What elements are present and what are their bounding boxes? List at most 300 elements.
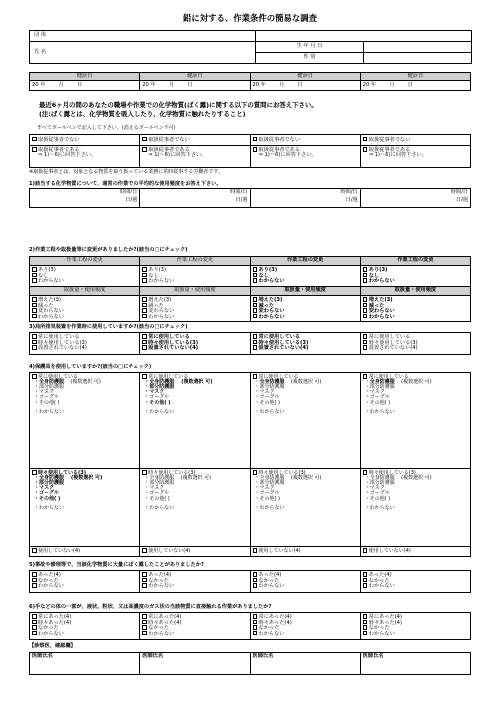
checkbox[interactable]: [142, 614, 147, 619]
option-line: わからない: [253, 631, 358, 637]
process-change-options[interactable]: [250, 266, 360, 287]
option-line: ・わからない: [34, 409, 65, 416]
option-line: 設置されていない(4): [32, 345, 137, 351]
option-line: ・全身防護服 (複数選択 可): [254, 378, 322, 385]
quantity-header: 取扱量・使用頻度: [250, 287, 360, 296]
page-title: 鉛に対する、作業条件の簡易な調査: [183, 13, 317, 23]
checkbox[interactable]: [253, 297, 258, 302]
option-line: 常に使用している: [32, 374, 137, 380]
contact-options[interactable]: [140, 613, 250, 640]
process-change-options[interactable]: [30, 266, 140, 287]
checkbox[interactable]: [32, 278, 37, 283]
checkbox[interactable]: [142, 334, 147, 339]
checkbox[interactable]: [32, 147, 37, 152]
option-line: ・部分防護服: [364, 479, 395, 486]
option-line: ・部分防護服: [364, 383, 395, 390]
option-line: 常にあった(4): [142, 614, 247, 620]
option-line: 増えた(3): [253, 297, 358, 303]
quantity-options[interactable]: [250, 296, 360, 322]
not-engaged-option[interactable]: 取扱従事者でない: [360, 135, 470, 146]
option-line: わからない: [142, 631, 247, 637]
checkbox[interactable]: [32, 625, 37, 630]
q1-title: 1)該当する化学物質について、通常の作業での平均的な使用頻度をお答え下さい。: [29, 181, 222, 187]
option-line: ⇒ 1)〜6)に回答下さい。: [368, 151, 427, 158]
option-line: ・マスク: [364, 389, 385, 396]
checkbox[interactable]: [253, 572, 258, 577]
engaged-option[interactable]: [30, 146, 140, 168]
checkbox[interactable]: [363, 278, 368, 283]
option-line: 時々あった(4): [363, 620, 468, 626]
option-line: 設置されていない(4): [253, 345, 358, 351]
accident-options[interactable]: [250, 571, 360, 593]
option-line: なかった: [142, 625, 247, 631]
option-line: なし: [253, 273, 358, 279]
checkbox[interactable]: [142, 303, 147, 308]
option-line: 減った: [363, 303, 468, 309]
checkbox[interactable]: [363, 620, 368, 625]
intro: [39, 101, 479, 118]
checkbox[interactable]: [363, 273, 368, 278]
q3-title: 3)局所排気装置を作業時に使用していますか?(該当の□にチェック): [29, 324, 188, 330]
dob-label: 生 年 月 日: [256, 42, 364, 53]
checkbox[interactable]: [142, 147, 147, 152]
option-line: ・マスク: [254, 485, 275, 492]
option-line: なかった: [142, 578, 247, 584]
checkbox[interactable]: [142, 548, 147, 553]
checkbox[interactable]: [142, 314, 147, 319]
option-line: 時々あった(4): [32, 620, 137, 626]
option-line: 取扱従事者である: [142, 147, 247, 153]
sex-field[interactable]: [364, 53, 472, 64]
not-engaged-option[interactable]: 取扱従事者でない: [250, 135, 360, 146]
option-line: ・マスク: [254, 389, 275, 396]
checkbox[interactable]: [253, 583, 258, 588]
option-line: ・その他( ): [364, 495, 391, 502]
option-line: なし: [363, 273, 468, 279]
process-change-options[interactable]: [360, 266, 470, 287]
option-line: ・ゴーグル: [254, 394, 280, 401]
option-line: ・全身防護服 (複数選択 可): [364, 378, 432, 385]
option-line: 時々使用している(3): [363, 470, 468, 476]
option-line: あり(3): [142, 267, 247, 273]
option-line: 変わらない: [32, 308, 137, 314]
checkbox[interactable]: [253, 273, 258, 278]
option-line: ・わからない: [254, 505, 285, 512]
option-line: なかった: [32, 578, 137, 584]
checkbox[interactable]: [32, 572, 37, 577]
checkbox[interactable]: [32, 340, 37, 345]
intro-line: 最近6ヶ月の間のあなたの職場や作業での化学物質(ばく露)に関する以下の質問にお答え下さい。: [39, 101, 318, 109]
option-line: ・部分防護服: [144, 383, 175, 390]
option-line: ・その他( ): [34, 399, 60, 406]
option-line: ・その他( ): [34, 495, 61, 502]
option-line: 時々使用している(3): [142, 470, 247, 476]
option-line: わからない: [32, 583, 137, 589]
option-line: ・その他( ): [254, 399, 281, 406]
checkbox[interactable]: [32, 314, 37, 319]
option-line: 減った: [142, 303, 247, 309]
always-use-block[interactable]: [360, 373, 470, 469]
option-line: わからない: [32, 631, 137, 637]
exam-label: 健診日: [140, 73, 250, 81]
option-line: わからない: [32, 278, 137, 284]
option-line: 常に使用している: [142, 334, 247, 340]
option-line: 時間/日: [119, 189, 138, 195]
option-line: ・ゴーグル: [34, 394, 59, 401]
checkbox[interactable]: [142, 297, 147, 302]
option-line: ・部分防護服: [254, 383, 285, 390]
checkbox[interactable]: [32, 303, 37, 308]
option-line: なかった: [253, 625, 358, 631]
not-used-option[interactable]: 使用していない(4): [30, 547, 140, 557]
checkbox[interactable]: [363, 583, 368, 588]
option-line: 取扱従事者である: [363, 147, 468, 153]
option-line: あった(4): [142, 572, 247, 578]
option-line: ・その他( ): [144, 399, 171, 406]
accident-options[interactable]: [140, 571, 250, 593]
checkbox[interactable]: [32, 267, 37, 272]
q4-table: [29, 372, 471, 557]
option-line: 日/週: [345, 196, 358, 203]
contact-options[interactable]: [360, 613, 470, 640]
option-line: ・全身防護服 (複数選択 可): [144, 378, 213, 385]
option-line: なし: [142, 273, 247, 279]
q5-title: 5)事故や修理等で、当該化学物質に大量にばく露したことがありましたか?: [29, 562, 204, 568]
option-line: ・わからない: [34, 505, 65, 512]
not-used-option[interactable]: 使用していない(4): [250, 547, 360, 557]
checkbox[interactable]: [363, 578, 368, 583]
option-line: ⇒ 1)〜6)に回答下さい。: [38, 151, 97, 158]
checkbox[interactable]: [253, 614, 258, 619]
quantity-options[interactable]: [360, 296, 470, 322]
option-line: あり(3): [363, 267, 468, 273]
option-line: 時々使用している(3): [32, 470, 137, 476]
org-label: 団 体: [30, 31, 256, 42]
exhaust-options[interactable]: [360, 333, 470, 355]
option-line: ・全身防護服 (複数選択 可): [34, 378, 101, 385]
option-line: なかった: [32, 625, 137, 631]
checkbox[interactable]: [253, 147, 258, 152]
checkbox[interactable]: [363, 314, 368, 319]
checkbox[interactable]: [32, 345, 37, 350]
option-line: 変わらない: [142, 308, 247, 314]
checkbox[interactable]: [32, 583, 37, 588]
checkbox[interactable]: [32, 631, 37, 636]
option-line: 時々使用している(3): [142, 340, 247, 346]
exhaust-options[interactable]: [30, 333, 140, 355]
option-line: わからない: [142, 278, 247, 284]
option-line: ・マスク: [144, 389, 165, 396]
accident-options[interactable]: [30, 571, 140, 593]
frequency-field[interactable]: [30, 189, 140, 208]
checkbox[interactable]: [142, 267, 147, 272]
option-line: ⇒ 1)〜6)に回答下さい。: [258, 151, 317, 158]
doctor-name-field[interactable]: 医師氏名: [30, 653, 140, 675]
exam-label: 健診日: [250, 73, 360, 81]
checkbox[interactable]: [32, 334, 37, 339]
engagement: [29, 134, 471, 168]
checkbox[interactable]: [363, 548, 368, 553]
checkbox[interactable]: [142, 273, 147, 278]
option-line: 時々あった(4): [253, 620, 358, 626]
checkbox[interactable]: [142, 340, 147, 345]
checkbox[interactable]: [142, 620, 147, 625]
option-line: ・マスク: [144, 485, 165, 492]
option-line: 時々使用している(3): [363, 340, 468, 346]
checkbox[interactable]: [32, 614, 37, 619]
checkbox[interactable]: [363, 345, 368, 350]
exam-date-field[interactable]: 20 年 月 日: [30, 81, 140, 91]
checkbox[interactable]: [363, 625, 368, 630]
checkbox[interactable]: [142, 578, 147, 583]
option-line: ・ゴーグル: [144, 394, 170, 401]
checkbox[interactable]: [142, 572, 147, 577]
checkbox[interactable]: [253, 314, 258, 319]
quantity-options[interactable]: [30, 296, 140, 322]
option-line: 常に使用している: [142, 374, 247, 380]
option-line: わからない: [363, 278, 468, 284]
checkbox[interactable]: [253, 548, 258, 553]
doctor-name-field[interactable]: 医師氏名: [250, 653, 360, 675]
option-line: ・全身防護服 (複数選択 可): [364, 474, 432, 481]
option-line: わからない: [142, 583, 247, 589]
always-use-block[interactable]: [140, 373, 250, 469]
q1-table: [29, 188, 471, 208]
exam-date-field[interactable]: 20 年 月 日: [140, 81, 250, 91]
checkbox[interactable]: [142, 631, 147, 636]
q2-table: [29, 256, 471, 322]
checkbox[interactable]: [142, 583, 147, 588]
name-label: 氏 名: [30, 42, 256, 64]
always-use-block[interactable]: [30, 373, 140, 469]
checkbox[interactable]: [363, 614, 368, 619]
option-line: ・部分防護服: [34, 479, 65, 486]
engaged-option[interactable]: [140, 146, 250, 168]
checkbox[interactable]: [363, 334, 368, 339]
engaged-option[interactable]: [360, 146, 470, 168]
q6-table: [29, 612, 471, 640]
option-line: ・その他( ): [364, 399, 391, 406]
doctor-table: [29, 652, 471, 675]
option-line: わからない: [142, 314, 247, 320]
personal-info: [29, 30, 471, 64]
q6-title: 6)手などの体の一部が、液状、粉状、又は高濃度のガス状の当該物質に直接触れる作業がありましたか?: [29, 604, 272, 610]
option-line: 時間/日: [340, 189, 358, 195]
option-line: ・その他( ): [254, 495, 281, 502]
checkbox[interactable]: [253, 340, 258, 345]
quantity-header: 取扱量・使用頻度: [360, 287, 470, 296]
process-change-header: 作業工程の変更: [30, 257, 140, 266]
checkbox[interactable]: [32, 273, 37, 278]
checkbox[interactable]: [142, 345, 147, 350]
option-line: 減った: [253, 303, 358, 309]
exhaust-options[interactable]: [250, 333, 360, 355]
exam-label: 健診日: [360, 73, 470, 81]
q2-title: 2)作業工程や取扱量等に変更がありましたか?(該当の□にチェック): [29, 247, 188, 253]
checkbox[interactable]: [253, 631, 258, 636]
q3-table: [29, 332, 471, 355]
exam-date-field[interactable]: 20 年 月 日: [250, 81, 360, 91]
contact-options[interactable]: [250, 613, 360, 640]
option-line: 増えた(3): [363, 297, 468, 303]
option-line: 常にあった(4): [253, 614, 358, 620]
process-change-options[interactable]: [140, 266, 250, 287]
frequency-field[interactable]: [360, 189, 470, 208]
option-line: ・マスク: [34, 485, 55, 492]
process-change-header: 作業工程の変更: [250, 257, 360, 266]
option-line: ・全身防護服 (複数選択 可): [254, 474, 322, 481]
option-line: わからない: [253, 583, 358, 589]
option-line: わからない: [253, 314, 358, 320]
option-line: 取扱従事者である: [253, 147, 358, 153]
intro-note: (注:ばく露とは、化学物質を吸入したり、化学物質に触れたりすること): [39, 109, 246, 118]
checkbox[interactable]: [32, 308, 37, 313]
option-line: わからない: [363, 583, 468, 589]
quantity-header: 取扱量・使用頻度: [30, 287, 140, 296]
checkbox[interactable]: [253, 334, 258, 339]
option-line: あった(4): [253, 572, 358, 578]
option-line: 時々使用している(3): [253, 470, 358, 476]
checkbox[interactable]: [253, 620, 258, 625]
checkbox[interactable]: [253, 345, 258, 350]
option-line: ・部分防護服: [144, 479, 175, 486]
option-line: わからない: [253, 278, 358, 284]
checkbox[interactable]: [142, 137, 147, 142]
sometimes-use-block[interactable]: [250, 469, 360, 547]
checkbox[interactable]: [32, 578, 37, 583]
checkbox[interactable]: [363, 631, 368, 636]
checkbox[interactable]: [142, 308, 147, 313]
doctor-name-field[interactable]: 医師氏名: [360, 653, 470, 675]
option-line: 設置されていない(4): [363, 345, 468, 351]
always-use-block[interactable]: [250, 373, 360, 469]
checkbox[interactable]: [32, 137, 37, 142]
not-engaged-option[interactable]: 取扱従事者でない: [30, 135, 140, 146]
option-line: ・部分防護服: [34, 383, 65, 390]
option-line: 常に使用している: [363, 374, 468, 380]
checkbox[interactable]: [32, 548, 37, 553]
checkbox[interactable]: [32, 620, 37, 625]
sex-label: 性 別: [256, 53, 364, 64]
frequency-field[interactable]: [140, 189, 250, 208]
option-line: なし: [32, 273, 137, 279]
option-line: あった(4): [32, 572, 137, 578]
option-line: 日/週: [455, 196, 468, 203]
option-line: ・その他( ): [144, 495, 170, 502]
sometimes-use-block[interactable]: [30, 469, 140, 547]
option-line: ・わからない: [144, 505, 175, 512]
option-line: ・ゴーグル: [254, 490, 280, 497]
checkbox[interactable]: [363, 297, 368, 302]
q5-table: [29, 570, 471, 593]
checkbox[interactable]: [253, 578, 258, 583]
accident-options[interactable]: [360, 571, 470, 593]
org-field[interactable]: [256, 31, 472, 42]
option-line: ⇒ 1)〜6)に回答下さい。: [148, 151, 207, 158]
option-line: ・ゴーグル: [364, 490, 390, 497]
sometimes-use-block[interactable]: [140, 469, 250, 547]
checkbox[interactable]: [253, 625, 258, 630]
option-line: 時々あった(4): [142, 620, 247, 626]
option-line: ・全身防護服 (複数選択 可): [144, 474, 212, 481]
option-line: わからない: [363, 314, 468, 320]
option-line: 日/週: [235, 196, 248, 203]
checkbox[interactable]: [253, 303, 258, 308]
option-line: 減った: [32, 303, 137, 309]
dob-field[interactable]: [364, 42, 472, 53]
option-line: ・わからない: [254, 409, 285, 416]
option-line: ・全身防護服 (複数選択 可): [34, 474, 103, 481]
checkbox[interactable]: [363, 340, 368, 345]
exam-label: 健診日: [30, 73, 140, 81]
option-line: なかった: [253, 578, 358, 584]
checkbox[interactable]: [363, 572, 368, 577]
option-line: 時々使用している(3): [32, 340, 137, 346]
not-engaged-option[interactable]: 取扱従事者でない: [140, 135, 250, 146]
pen-note: すべてボールペンで記入して下さい。(消えるボールペン不可): [37, 125, 176, 131]
option-line: ・ゴーグル: [364, 394, 390, 401]
option-line: ・わからない: [144, 409, 175, 416]
option-line: 増えた(3): [142, 297, 247, 303]
sometimes-use-block[interactable]: [360, 469, 470, 547]
option-line: 常にあった(4): [363, 614, 468, 620]
checkbox[interactable]: [142, 278, 147, 283]
option-line: 常に使用している: [253, 334, 358, 340]
option-line: ・ゴーグル: [144, 490, 170, 497]
exam-date-field[interactable]: 20 年 月 日: [360, 81, 470, 91]
engaged-option[interactable]: [250, 146, 360, 168]
checkbox[interactable]: [363, 267, 368, 272]
option-line: 取扱従事者である: [32, 147, 137, 153]
checkbox[interactable]: [363, 308, 368, 313]
checkbox[interactable]: [253, 267, 258, 272]
option-line: 常にあった(4): [32, 614, 137, 620]
option-line: なかった: [363, 578, 468, 584]
checkbox[interactable]: [363, 147, 368, 152]
option-line: 時々使用している(3): [253, 340, 358, 346]
process-change-header: 作業工程の変更: [360, 257, 470, 266]
quantity-header: 取扱量・使用頻度: [140, 287, 250, 296]
exam-dates: [29, 72, 471, 91]
checkbox[interactable]: [142, 625, 147, 630]
option-line: 常に使用している: [253, 374, 358, 380]
not-used-option[interactable]: 使用していない(4): [140, 547, 250, 557]
option-line: ・マスク: [34, 389, 55, 396]
checkbox[interactable]: [253, 137, 258, 142]
checkbox[interactable]: [253, 308, 258, 313]
q4-title: 4)保護具を使用していますか?(該当の□にチェック): [29, 364, 152, 370]
option-line: 日/週: [125, 196, 138, 203]
contact-options[interactable]: [30, 613, 140, 640]
frequency-field[interactable]: [250, 189, 360, 208]
exhaust-options[interactable]: [140, 333, 250, 355]
doctor-name-field[interactable]: 医師氏名: [140, 653, 250, 675]
option-line: 常に使用している: [363, 334, 468, 340]
checkbox[interactable]: [32, 297, 37, 302]
option-line: 時間/日: [450, 189, 468, 195]
quantity-options[interactable]: [140, 296, 250, 322]
option-line: 変わらない: [253, 308, 358, 314]
option-line: 常に使用している: [32, 334, 137, 340]
not-used-option[interactable]: 使用していない(4): [360, 547, 470, 557]
option-line: ・マスク: [364, 485, 385, 492]
checkbox[interactable]: [363, 303, 368, 308]
option-line: 時間/日: [230, 189, 248, 195]
option-line: 設置されていない(4): [142, 345, 247, 351]
checkbox[interactable]: [253, 278, 258, 283]
option-line: あった(4): [363, 572, 468, 578]
checkbox[interactable]: [363, 137, 368, 142]
